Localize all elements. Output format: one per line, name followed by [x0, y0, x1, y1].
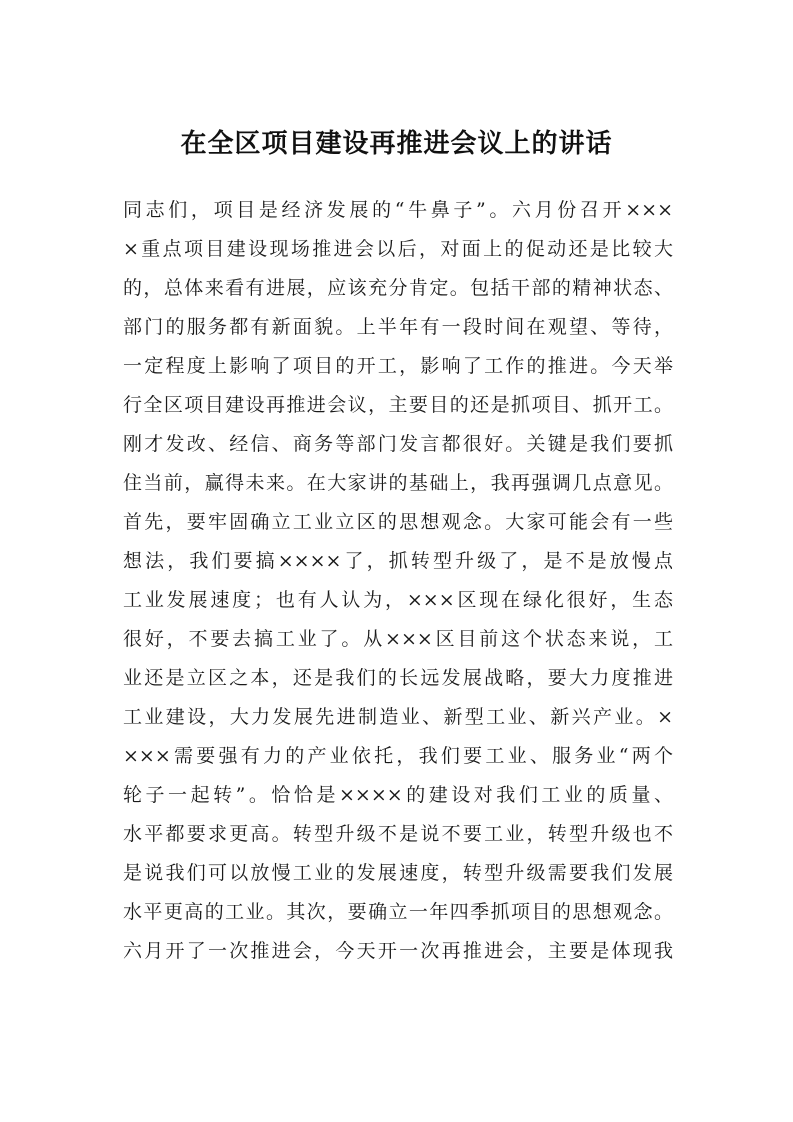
text-line: 住当前，赢得未来。在大家讲的基础上，我再强调几点意见。 — [123, 472, 673, 494]
text-line: 刚才发改、经信、商务等部门发言都很好。关键是我们要抓 — [123, 433, 673, 455]
text-line: 很好，不要去搞工业了。从×××区目前这个状态来说，工 — [123, 628, 673, 650]
text-line: 是说我们可以放慢工业的发展速度，转型升级需要我们发展 — [123, 862, 673, 884]
text-line: 水平都要求更高。转型升级不是说不要工业，转型升级也不 — [123, 823, 673, 845]
text-line: ×重点项目建设现场推进会以后，对面上的促动还是比较大 — [123, 238, 673, 260]
text-line: 同志们，项目是经济发展的“牛鼻子”。六月份召开××× — [123, 199, 673, 221]
text-line: 业还是立区之本，还是我们的长远发展战略，要大力度推进 — [123, 667, 673, 689]
document-body — [123, 191, 673, 971]
text-line: ×××需要强有力的产业依托，我们要工业、服务业“两个 — [123, 745, 673, 767]
text-line: 轮子一起转”。恰恰是××××的建设对我们工业的质量、 — [123, 784, 673, 806]
text-line: 行全区项目建设再推进会议，主要目的还是抓项目、抓开工。 — [123, 394, 673, 416]
text-line: 工业发展速度；也有人认为，×××区现在绿化很好，生态 — [123, 589, 673, 611]
text-line: 想法，我们要搞××××了，抓转型升级了，是不是放慢点 — [123, 550, 673, 572]
text-line: 的，总体来看有进展，应该充分肯定。包括干部的精神状态、 — [123, 277, 673, 299]
text-line: 首先，要牢固确立工业立区的思想观念。大家可能会有一些 — [123, 511, 673, 533]
text-line: 一定程度上影响了项目的开工，影响了工作的推进。今天举 — [123, 355, 673, 377]
text-line: 部门的服务都有新面貌。上半年有一段时间在观望、等待， — [123, 316, 673, 338]
text-line: 水平更高的工业。其次，要确立一年四季抓项目的思想观念。 — [123, 901, 673, 923]
document-title: 在全区项目建设再推进会议上的讲话 — [180, 129, 613, 159]
text-line: 六月开了一次推进会，今天开一次再推进会，主要是体现我 — [123, 940, 673, 962]
text-line: 工业建设，大力发展先进制造业、新型工业、新兴产业。× — [123, 706, 673, 728]
